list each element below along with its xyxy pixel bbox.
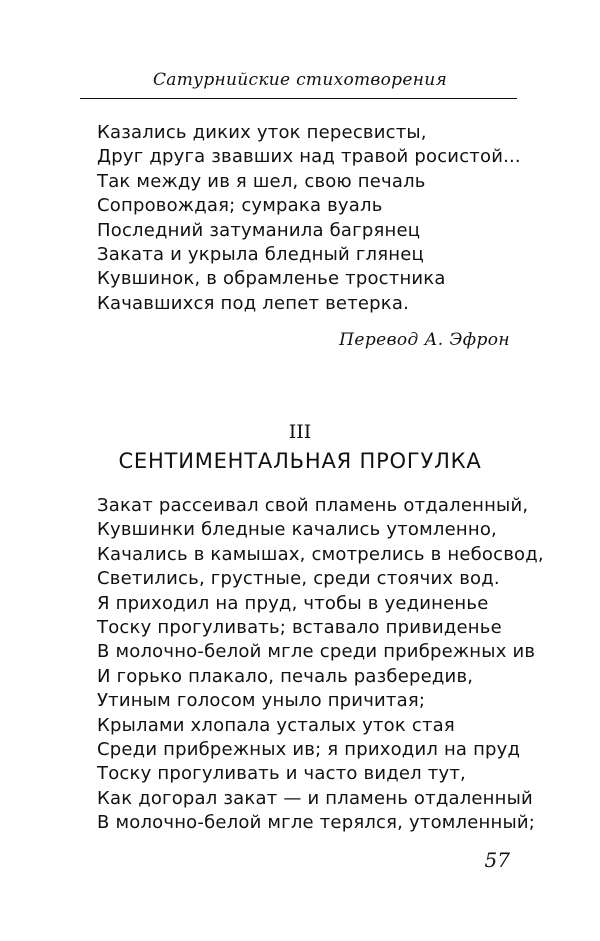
running-head: Сатурнийские стихотворения: [153, 70, 447, 90]
poem-line: Тоску прогуливать и часто видел тут,: [97, 763, 466, 785]
poem-stanza-1: [97, 121, 521, 316]
poem-line: Качались в камышах, смотрелись в небосвод,: [97, 543, 544, 565]
poem-line: Как догорал закат — и пламень отдаленный: [97, 787, 533, 809]
section-number: III: [288, 421, 312, 443]
poem-line: Сопровождая; сумрака вуаль: [97, 195, 383, 217]
poem-line: Качавшихся под лепет ветерка.: [97, 292, 410, 314]
poem-line: Заката и укрыла бледный глянец: [97, 243, 424, 265]
poem-line: Так между ив я шел, свою печаль: [97, 170, 426, 192]
section-title: СЕНТИМЕНТАЛЬНАЯ ПРОГУЛКА: [118, 449, 482, 473]
poem-line: Утиным голосом уныло причитая;: [97, 690, 426, 712]
poem-line: Я приходил на пруд, чтобы в уединенье: [97, 592, 489, 614]
poem-line: Казались диких уток пересвисты,: [97, 122, 427, 143]
poem-line: Кувшинки бледные качались утомленно,: [97, 519, 497, 541]
poem-line: Среди прибрежных ив; я приходил на пруд: [97, 738, 521, 760]
poem-line: И горько плакало, печаль разбередив,: [97, 665, 474, 687]
poem-line: Кувшинок, в обрамленье тростника: [97, 268, 446, 290]
poem-line: В молочно-белой мгле среди прибрежных ив: [97, 641, 536, 663]
poem-line: Последний затуманила багрянец: [97, 219, 421, 241]
header-rule: [80, 98, 517, 99]
poem-stanza-2: [97, 494, 544, 835]
poem-line: Закат рассеивал свой пламень отдаленный,: [97, 495, 529, 516]
page-number: 57: [484, 848, 510, 872]
poem-line: Друг друга звавших над травой росистой...: [97, 146, 521, 168]
poem-line: Тоску прогуливать; вставало привиденье: [97, 616, 502, 638]
poem-line: Крылами хлопала усталых уток стая: [97, 714, 455, 736]
translator-credit: Перевод А. Эфрон: [339, 330, 510, 350]
poem-line: Светились, грустные, среди стоячих вод.: [97, 568, 500, 590]
poem-line: В молочно-белой мгле терялся, утомленный;: [97, 812, 536, 834]
